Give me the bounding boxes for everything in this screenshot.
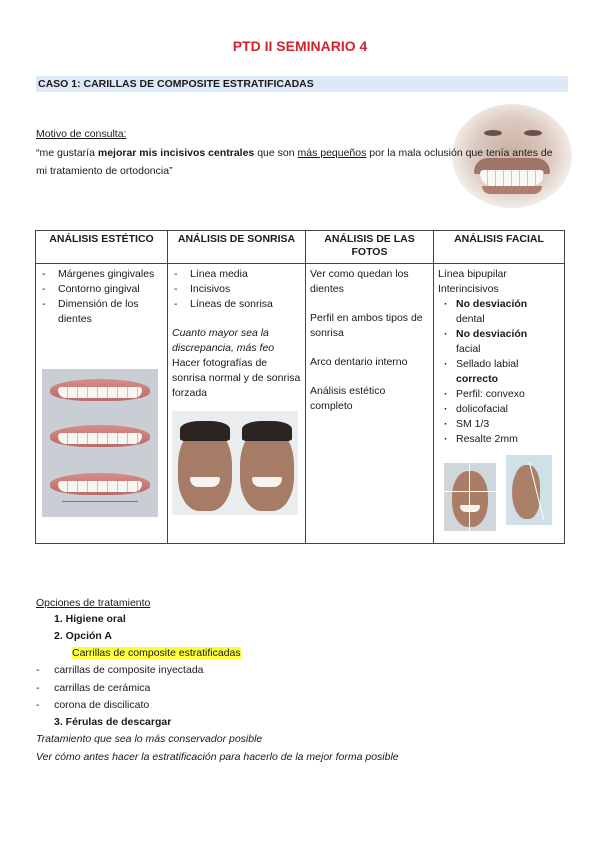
sonrisa-note-italic: Cuanto mayor sea la discrepancia, más feo: [172, 327, 275, 354]
fotos-item: Análisis estético completo: [310, 385, 386, 412]
note-2: Ver cómo antes hacer la estratificación para hacerlo de la mejor forma posible: [36, 751, 399, 763]
list-item: · Resalte 2mm: [438, 432, 560, 447]
fotos-item: Ver como quedan los dientes: [310, 268, 409, 295]
options-label: Opciones de tratamiento: [36, 597, 151, 609]
highlighted-text: Carrillas de composite estratificadas: [72, 647, 241, 659]
option-3: 3. Férulas de descargar: [54, 716, 172, 728]
analysis-table: [35, 230, 565, 544]
list-item: · SM 1/3: [438, 417, 560, 432]
header-sonrisa: ANÁLISIS DE SONRISA: [168, 231, 306, 264]
list-item: · No desviación dental: [438, 297, 560, 327]
facial-analysis-photos: [438, 451, 560, 531]
option-2-highlight: [72, 646, 241, 661]
list-item: · Sellado labial correcto: [438, 357, 560, 387]
list-item: - Márgenes gingivales: [40, 267, 163, 282]
option-1: 1. Higiene oral: [54, 613, 126, 625]
arch-shape: [50, 425, 150, 447]
lower-lip-shape: [482, 186, 542, 194]
profile-face-photo: [506, 455, 552, 525]
note-1: Tratamiento que sea lo más conservador posible: [36, 733, 263, 745]
option-2: 2. Opción A: [54, 630, 112, 642]
eye-shape: [484, 130, 502, 136]
arch-shape: [50, 473, 150, 495]
page-title: PTD II SEMINARIO 4: [232, 38, 368, 54]
cell-facial: [434, 264, 565, 544]
list-item: - Línea media: [172, 267, 301, 282]
facial-line: Interincisivos: [438, 283, 499, 295]
quote-bold: mejorar mis incisivos centrales: [97, 147, 255, 159]
quote-part: “me gustaría: [36, 147, 98, 159]
fotos-item: Perfil en ambos tipos de sonrisa: [310, 312, 423, 339]
fotos-item: Arco dentario interno: [310, 356, 408, 368]
list-item: · Perfil: convexo: [438, 387, 560, 402]
list-item: · dolicofacial: [438, 402, 560, 417]
header-estetico: ANÁLISIS ESTÉTICO: [36, 231, 168, 264]
quote-underlined: más pequeños: [297, 147, 367, 159]
facial-line: Línea bipupilar: [438, 268, 507, 280]
header-fotos: ANÁLISIS DE LAS FOTOS: [306, 231, 434, 264]
header-facial: ANÁLISIS FACIAL: [434, 231, 565, 264]
case-title: CASO 1: CARILLAS DE COMPOSITE ESTRATIFICADAS: [36, 76, 568, 92]
face-shape: [240, 427, 294, 511]
list-item: - Incisivos: [172, 282, 301, 297]
option-dash-item: - corona de discilicato: [36, 699, 150, 711]
quote-part: que son: [254, 147, 298, 159]
arch-shape: [50, 379, 150, 401]
measure-ruler: [62, 501, 138, 502]
cell-sonrisa: [168, 264, 306, 544]
face-shape: [178, 427, 232, 511]
list-item: · No desviación facial: [438, 327, 560, 357]
frontal-face-photo: [444, 463, 496, 531]
cell-fotos: [306, 264, 434, 544]
quote-part: por la mala oclusión que tenía antes de mi tratamiento de ortodoncia”: [36, 147, 553, 177]
smile-comparison-photo: [172, 411, 298, 515]
list-item: - Contorno gingival: [40, 282, 163, 297]
consult-quote: [36, 144, 566, 180]
dental-arch-photos: [42, 369, 158, 517]
list-item: - Líneas de sonrisa: [172, 297, 301, 312]
consult-label: Motivo de consulta:: [36, 128, 127, 140]
list-item: - Dimensión de los dientes: [40, 297, 163, 327]
sonrisa-note: Hacer fotografías de sonrisa normal y de sonrisa forzada: [172, 357, 301, 399]
cell-estetico: [36, 264, 168, 544]
option-dash-item: - carrillas de composite inyectada: [36, 664, 204, 676]
eye-shape: [524, 130, 542, 136]
option-dash-item: - carrillas de cerámica: [36, 682, 151, 694]
